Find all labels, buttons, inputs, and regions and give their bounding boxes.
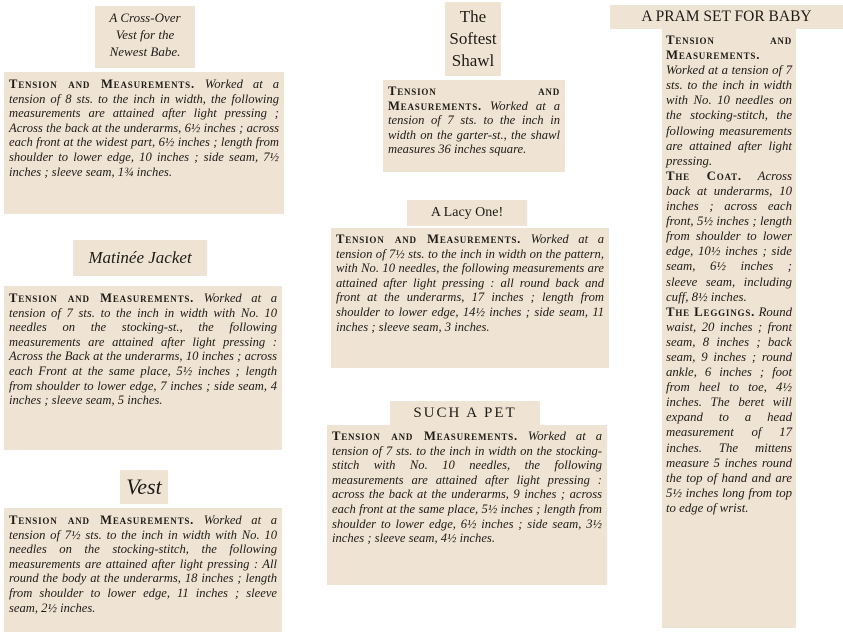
- lacy-one-text: [331, 228, 609, 368]
- vest-body: Worked at a tension of 7½ sts. to the inch in width with No. 10 needles on the stocking-stitch, the following measurements are attained after light pressing : All round the body at the underarms, 18 inches ; length from shoulder to lower edge, 11 inches ; sleeve seam, 2½ inches.: [9, 513, 277, 615]
- softest-shawl-body: Worked at a tension of 7 sts. to the inch in width on the garter-st., the shawl measures 36 inches square.: [388, 98, 560, 157]
- matinee-jacket-body: Worked at a tension of 7 sts. to the inch in width with No. 10 needles on the stocking-st., the following measurements are attained after light pressing : Across the Back at the underarms, 10 inches ; across each Front at the same place, 5½ inches ; length from shoulder to lower edge, 7 inches ; side seam, 4 inches ; sleeve seam, 5 inches.: [9, 291, 277, 408]
- vest-lead: Tension and Measurements.: [9, 513, 195, 527]
- matinee-jacket-text: [4, 286, 282, 450]
- lacy-one-lead: Tension and Measurements.: [336, 232, 522, 246]
- lacy-one-body: Worked at a tension of 7½ sts. to the inch in width on the pattern, with No. 10 needles, the following measurements are attained after light pressing : all round back and front at the underarms, 17 inches ; length from shoulder to lower edge, 14½ inches ; side seam, 11 inches ; sleeve seam, 3 inches.: [336, 232, 604, 334]
- such-a-pet-body: Worked at a tension of 7 sts. to the inch in width on the stocking-stitch with No. 10 needles, the following measurements are attained after light pressing : across the back at the underarms, 9 inches ; across each front at the same place, 5½ inches ; length from shoulder to lower edge, 6½ inches ; side seam, 3½ inches ; sleeve seam, 4½ inches.: [332, 429, 602, 546]
- such-a-pet-lead: Tension and Measurements.: [332, 429, 518, 443]
- crossover-vest-title: A Cross-Over Vest for the Newest Babe.: [95, 6, 195, 68]
- pram-set-body: Worked at a tension of 7 sts. to the inch in width with No. 10 needles on the stocking-stitch, the following measurements are attained after light pressing.: [666, 63, 792, 168]
- pram-set-lead: Tension and Measurements.: [666, 33, 792, 63]
- pram-set-text: [662, 29, 796, 628]
- such-a-pet-text: [327, 425, 607, 585]
- pram-leggings-body: Round waist, 20 inches ; front seam, 8 inches ; back seam, 9 inches ; round ankle, 6 inches ; foot from heel to toe, 4½ inches. The beret will expand to a head measurement of 17 inches. The mittens measure 5 inches round the top of hand and are 5½ inches long from top to edge of wrist.: [666, 304, 793, 515]
- matinee-jacket-lead: Tension and Measurements.: [9, 291, 195, 305]
- matinee-jacket-title: Matinée Jacket: [73, 240, 207, 276]
- vest-text: [4, 508, 282, 632]
- pram-leggings-lead: The Leggings.: [666, 304, 756, 319]
- crossover-vest-body: Worked at a tension of 8 sts. to the inch in width, the following measurements are attained after light pressing ; Across the back at the underarms, 6½ inches ; across each front at the widest part, 6½ inches ; length from shoulder to lower edge, 10 inches ; side seam, 7½ inches ; sleeve seam, 1¾ inches.: [9, 77, 279, 179]
- lacy-one-title: A Lacy One!: [407, 200, 527, 226]
- such-a-pet-title: SUCH A PET: [390, 401, 540, 425]
- vest-title: Vest: [120, 470, 168, 504]
- softest-shawl-text: [383, 80, 565, 172]
- pram-coat-body: Across back at underarms, 10 inches ; across each front, 5½ inches ; length from shoulder to lower edge, 10½ inches ; side seam, 6½ inches ; sleeve seam, including cuff, 8½ inches.: [666, 168, 792, 304]
- softest-shawl-title: The Softest Shawl: [445, 2, 501, 76]
- crossover-vest-text: [4, 72, 284, 214]
- pram-coat-lead: The Coat.: [666, 168, 742, 183]
- softest-shawl-lead: Tension and Measurements.: [388, 84, 560, 113]
- crossover-vest-lead: Tension and Measurements.: [9, 77, 195, 91]
- pram-set-title: A PRAM SET FOR BABY: [610, 5, 843, 29]
